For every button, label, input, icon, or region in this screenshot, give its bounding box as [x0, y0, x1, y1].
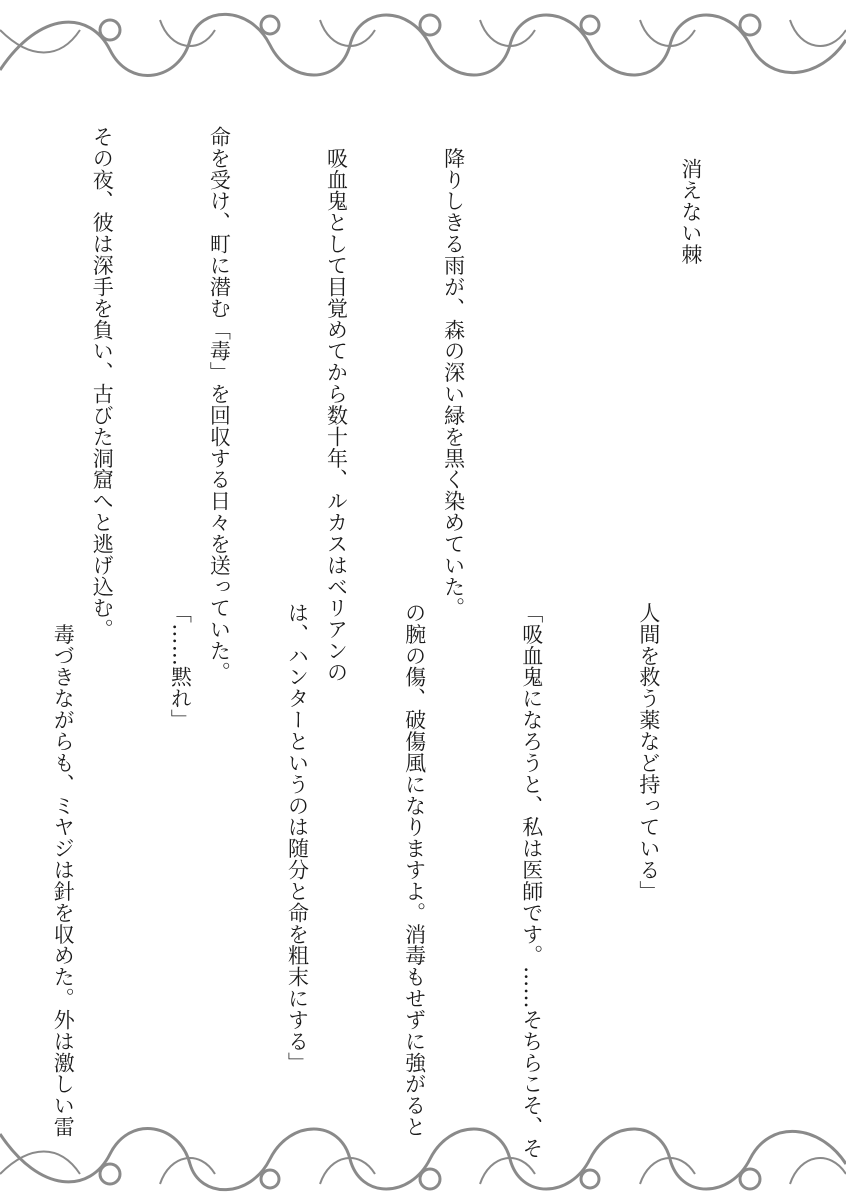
- text-line: 命を受け、町に潜む「毒」を回収する日々を送っていた。: [207, 126, 232, 683]
- lower-text-block: [0, 602, 746, 1159]
- text-line: 吸血鬼として目覚めてから数十年、ルカスはベリアンの: [324, 126, 349, 683]
- text-line: 降りしきる雨が、森の深い緑を黒く染めていた。: [441, 126, 466, 619]
- text-line: その夜、彼は深手を負い、古びた洞窟へと逃げ込む。: [90, 126, 115, 641]
- title-gap: [551, 126, 593, 596]
- text-line: 毒づきながらも、ミヤジは針を収めた。外は激しい雷: [51, 602, 76, 1138]
- text-line: は、ハンターというのは随分と命を粗末にする」: [285, 602, 310, 1074]
- text-line: 人間を救う薬など持っている」: [636, 602, 661, 902]
- text-line: 「……黙れ」: [168, 602, 193, 731]
- page-title: 消えない棘: [678, 158, 703, 266]
- text-line: 「吸血鬼になろうと、私は医師です。……そちらこそ、そ: [519, 602, 544, 1159]
- filigree-scroll-icon: [0, 1104, 846, 1200]
- filigree-scroll-icon: [0, 0, 846, 96]
- text-line: [0, 126, 4, 596]
- text-line: の腕の傷、破傷風になりますよ。消毒もせずに強がると: [402, 602, 427, 1138]
